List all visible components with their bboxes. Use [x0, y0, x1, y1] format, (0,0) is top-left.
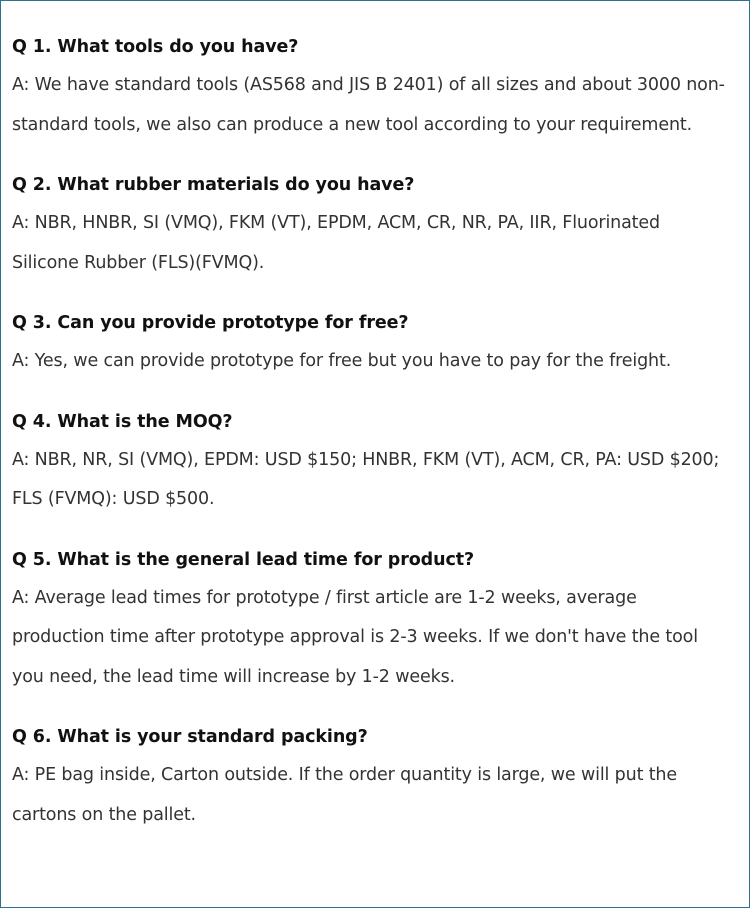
- faq-item-3: [12, 304, 729, 382]
- faq-question: Q 3. Can you provide prototype for free?: [12, 313, 409, 333]
- faq-question: Q 6. What is your standard packing?: [12, 727, 368, 747]
- faq-item-4: [12, 403, 729, 520]
- faq-item-5: [12, 541, 729, 698]
- faq-question: Q 4. What is the MOQ?: [12, 411, 233, 432]
- faq-question: Q 2. What rubber materials do you have?: [12, 175, 415, 195]
- faq-answer: A: Yes, we can provide prototype for free but you have to pay for the freight.: [12, 351, 672, 371]
- faq-answer: A: PE bag inside, Carton outside. If the order quantity is large, we will put the cartons on the pallet.: [12, 765, 677, 825]
- faq-answer: A: Average lead times for prototype / first article are 1-2 weeks, average production time after prototype approval is 2-3 weeks. If we don't have the tool you need, the lead time will increase by 1-2 weeks.: [12, 587, 698, 687]
- faq-question: Q 5. What is the general lead time for product?: [12, 549, 475, 570]
- faq-answer: A: NBR, NR, SI (VMQ), EPDM: USD $150; HNBR, FKM (VT), ACM, CR, PA: USD $200; FLS (FVMQ): USD $500.: [12, 449, 720, 509]
- faq-question: Q 1. What tools do you have?: [12, 37, 299, 57]
- faq-answer: A: NBR, HNBR, SI (VMQ), FKM (VT), EPDM, ACM, CR, NR, PA, IIR, Fluorinated Silicone Rubber (FLS)(FVMQ).: [12, 213, 660, 273]
- faq-item-1: [12, 28, 729, 145]
- faq-answer: A: We have standard tools (AS568 and JIS B 2401) of all sizes and about 3000 non-standard tools, we also can produce a new tool according to your requirement.: [12, 75, 725, 135]
- faq-item-6: [12, 718, 729, 835]
- faq-item-2: [12, 166, 729, 283]
